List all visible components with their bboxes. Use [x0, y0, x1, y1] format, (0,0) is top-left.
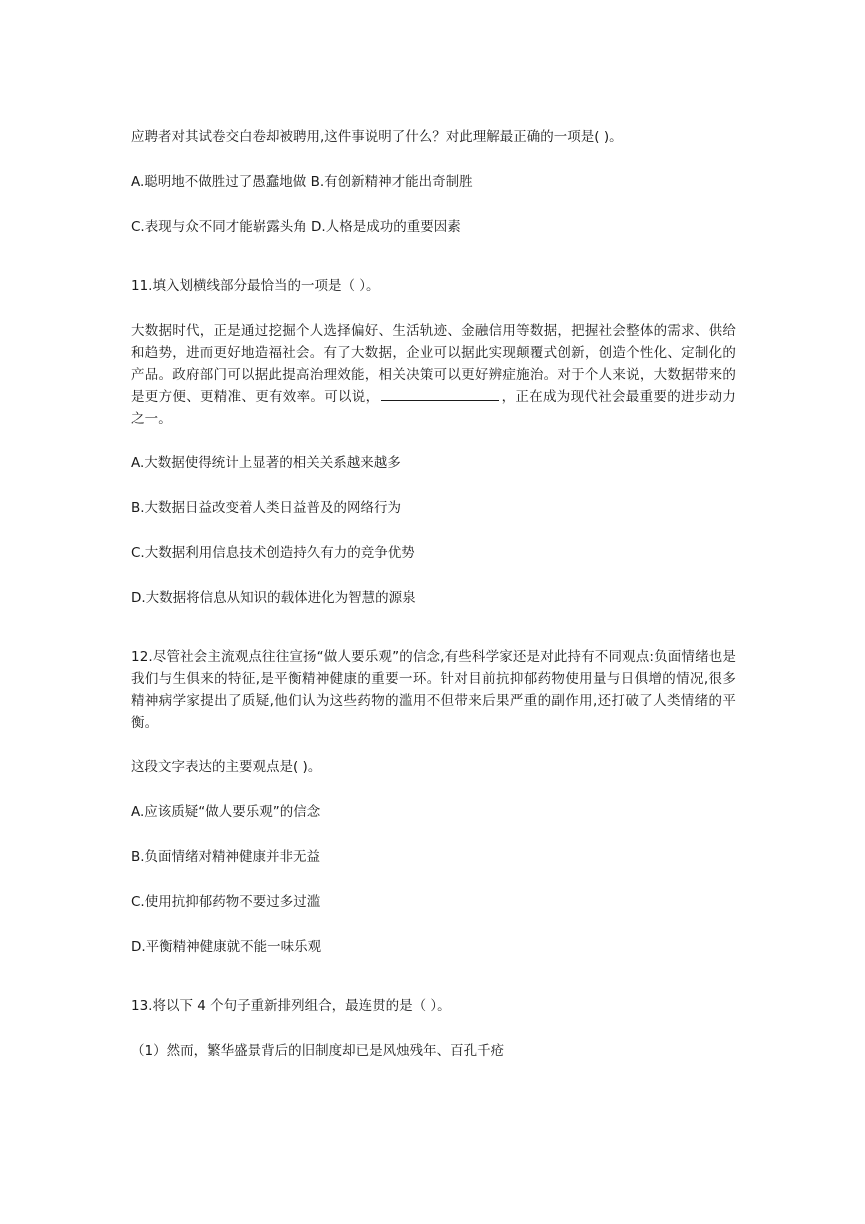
q12-option-c: C.使用抗抑郁药物不要过多过滥: [131, 894, 321, 910]
q11-passage-before: 大数据时代，正是通过挖掘个人选择偏好、生活轨迹、金融信用等数据，把握社会整体的需求、供给和趋势，进而更好地造福社会。有了大数据，企业可以据此实现颠覆式创新，创造个性化、定制化的产品。政府部门可以据此提高治理效能，相关决策可以更好辨症施治。对于个人来说，大数据带来的是更方便、更精准、更有效率。可以说，: [131, 323, 736, 405]
q12-passage: 12.尽管社会主流观点往往宣扬“做人要乐观”的信念,有些科学家还是对此持有不同观点:负面情绪也是我们与生俱来的特征,是平衡精神健康的重要一环。针对目前抗抑郁药物使用量与日俱增的情况,很多精神病学家提出了质疑,他们认为这些药物的滥用不但带来后果严重的副作用,还打破了人类情绪的平衡。: [131, 649, 736, 731]
q10-options-ab: A.聪明地不做胜过了愚蠢地做 B.有创新精神才能出奇制胜: [131, 174, 473, 190]
q11-option-b: B.大数据日益改变着人类日益普及的网络行为: [131, 500, 402, 516]
q12-option-a: A.应该质疑“做人要乐观”的信念: [131, 804, 321, 820]
q13-stem: 13.将以下 4 个句子重新排列组合，最连贯的是（ ）。: [131, 998, 451, 1014]
q11-passage: [131, 320, 736, 430]
document-page: [131, 126, 736, 1063]
q12-stem: 这段文字表达的主要观点是( )。: [131, 759, 322, 775]
q13-sentence-1: （1）然而，繁华盛景背后的旧制度却已是风烛残年、百孔千疮: [131, 1043, 505, 1059]
q12-option-b: B.负面情绪对精神健康并非无益: [131, 849, 321, 865]
q11-fill-blank: [381, 386, 499, 401]
q10-question-tail: 应聘者对其试卷交白卷却被聘用,这件事说明了什么？对此理解最正确的一项是( )。: [131, 129, 623, 145]
q11-stem: 11.填入划横线部分最恰当的一项是（ ）。: [131, 278, 380, 294]
q12-option-d: D.平衡精神健康就不能一味乐观: [131, 939, 322, 955]
q11-passage-after: ，正在成为现代社会最重要的进步动力之一。: [131, 389, 736, 427]
q11-option-d: D.大数据将信息从知识的载体进化为智慧的源泉: [131, 590, 416, 606]
q11-option-c: C.大数据利用信息技术创造持久有力的竞争优势: [131, 545, 415, 561]
q11-option-a: A.大数据使得统计上显著的相关关系越来越多: [131, 455, 401, 471]
q10-options-cd: C.表现与众不同才能崭露头角 D.人格是成功的重要因素: [131, 219, 461, 235]
